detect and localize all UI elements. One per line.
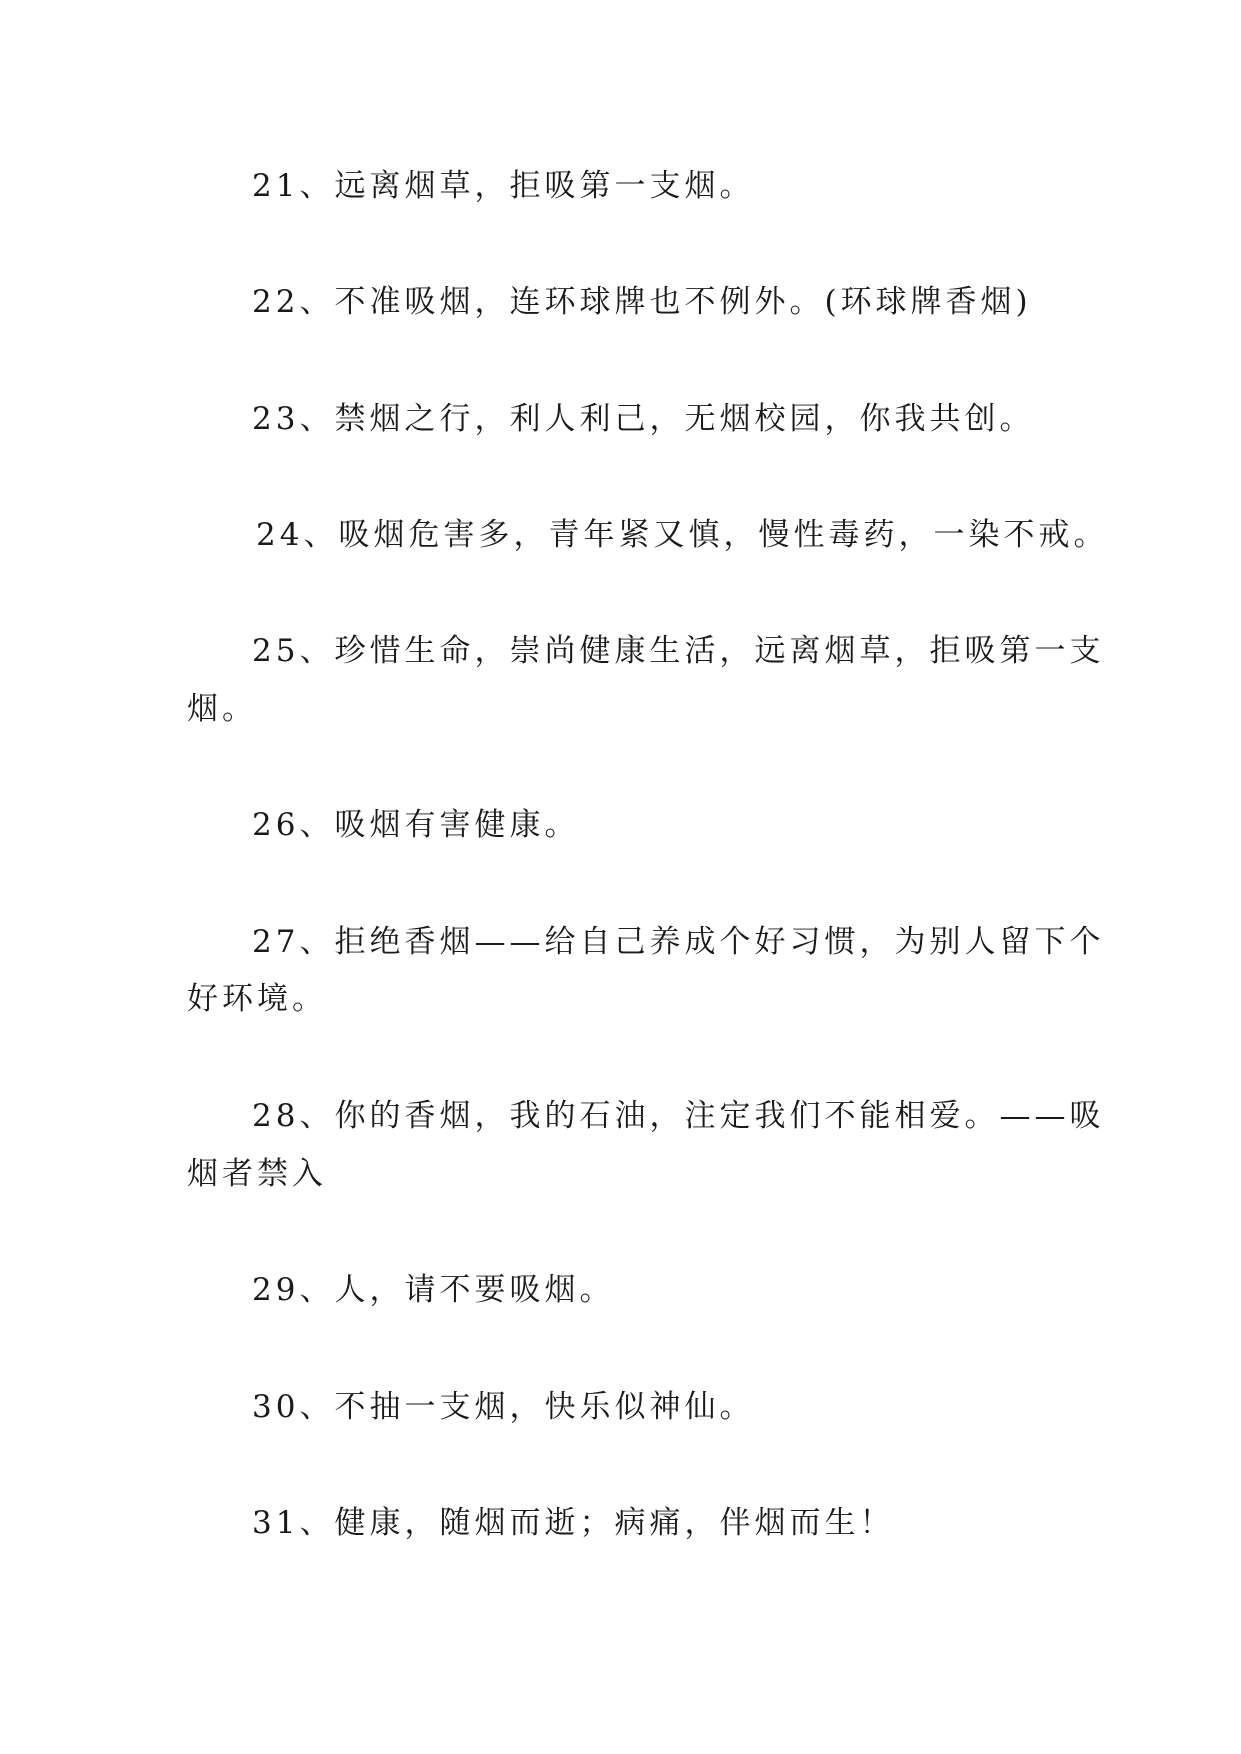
- text-line-24: 24、吸烟危害多，青年紧又慎，慢性毒药，一染不戒。: [256, 517, 1109, 553]
- text-line-31: 31、健康，随烟而逝；病痛，伴烟而生！: [252, 1505, 895, 1541]
- text-line-30: 30、不抽一支烟，快乐似神仙。: [252, 1389, 755, 1425]
- text-line-25: 25、珍惜生命，崇尚健康生活，远离烟草，拒吸第一支: [252, 633, 1105, 669]
- text-line-28: 28、你的香烟，我的石油，注定我们不能相爱。——吸: [252, 1098, 1105, 1134]
- text-line-23: 23、禁烟之行，利人利己，无烟校园，你我共创。: [252, 401, 1035, 437]
- text-line-26: 26、吸烟有害健康。: [252, 807, 580, 843]
- text-line-28-cont: 烟者禁入: [187, 1156, 327, 1192]
- text-line-22: 22、不准吸烟，连环球牌也不例外。(环球牌香烟): [252, 284, 1032, 320]
- text-line-27: 27、拒绝香烟——给自己养成个好习惯，为别人留下个: [252, 924, 1105, 960]
- text-line-25-cont: 烟。: [187, 691, 257, 727]
- text-line-29: 29、人，请不要吸烟。: [252, 1272, 615, 1308]
- text-line-27-cont: 好环境。: [187, 981, 327, 1017]
- text-line-21: 21、远离烟草，拒吸第一支烟。: [252, 168, 755, 204]
